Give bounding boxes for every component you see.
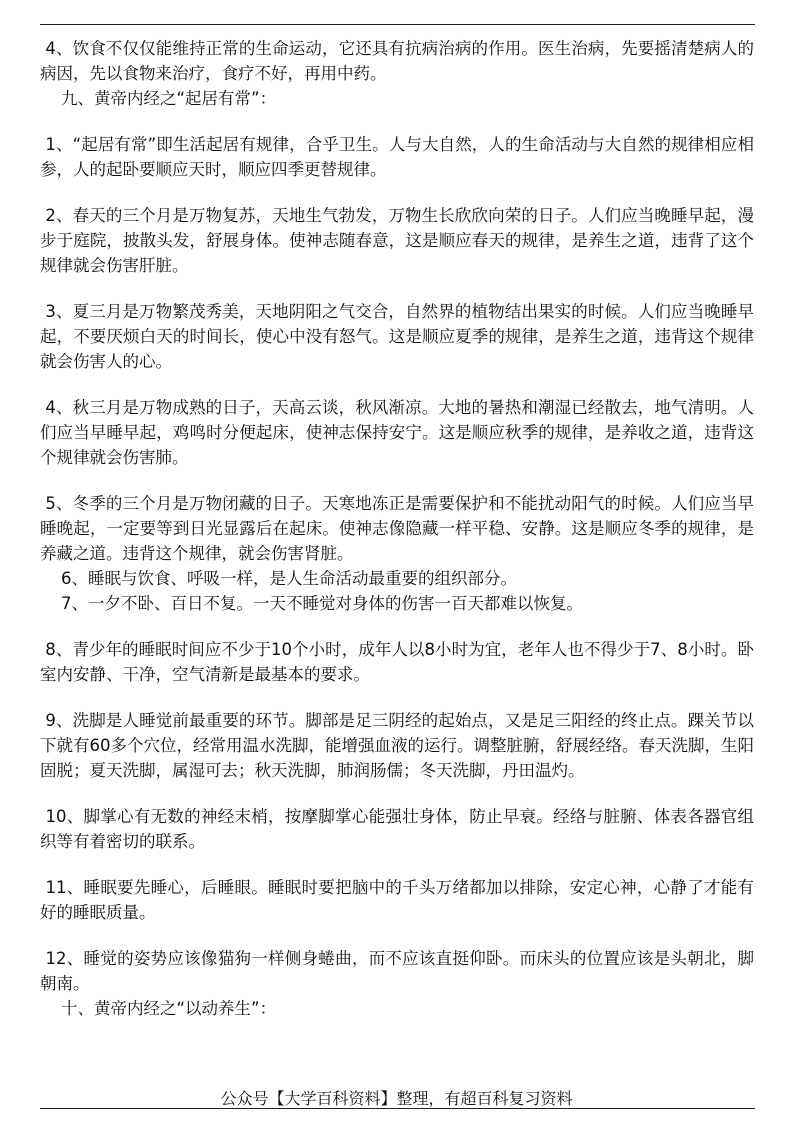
page-footer: 公众号【大学百科资料】整理，有超百科复习资料 <box>220 1089 573 1108</box>
paragraph: 12、睡觉的姿势应该像猫狗一样侧身蜷曲，而不应该直挺仰卧。而床头的位置应该是头朝北，脚朝南。 <box>40 949 754 993</box>
section-heading: 九、黄帝内经之“起居有常”： <box>40 89 277 108</box>
paragraph: 4、饮食不仅仅能维持正常的生命运动，它还具有抗病治病的作用。医生治病，先要摇清楚病人的病因，先以食物来治疗，食疗不好，再用中药。 <box>40 39 755 83</box>
paragraph: 11、睡眠要先睡心，后睡眼。睡眠时要把脑中的千头万绪都加以排除，安定心神，心静了才能有好的睡眠质量。 <box>40 878 754 922</box>
paragraph: 8、青少年的睡眠时间应不少于10个小时，成年人以8小时为宜，老年人也不得少于7、8小时。卧室内安静、干净，空气清新是最基本的要求。 <box>40 640 754 684</box>
paragraph: 10、脚掌心有无数的神经末梢，按摩脚掌心能强壮身体，防止早衰。经络与脏腑、体表各器官组织等有着密切的联系。 <box>40 807 754 851</box>
paragraph: 5、冬季的三个月是万物闭藏的日子。天寒地冻正是需要保护和不能扰动阳气的时候。人们应当早睡晚起，一定要等到日光显露后在起床。使神志像隐藏一样平稳、安静。这是顺应冬季的规律，是养藏之道。违背这个规律，就会伤害肾脏。 <box>40 494 755 563</box>
paragraph: 2、春天的三个月是万物复苏，天地生气勃发，万物生长欣欣向荣的日子。人们应当晚睡早起，漫步于庭院，披散头发，舒展身体。使神志随春意，这是顺应春天的规律，是养生之道，违背了这个规律就会伤害肝脏。 <box>40 206 755 275</box>
paragraph: 3、夏三月是万物繁茂秀美，天地阴阳之气交合，自然界的植物结出果实的时候。人们应当晚睡早起，不要厌烦白天的时间长，使心中没有怒气。这是顺应夏季的规律，是养生之道，违背这个规律就会伤害人的心。 <box>40 302 755 371</box>
paragraph: 1、“起居有常”即生活起居有规律，合乎卫生。人与大自然，人的生命活动与大自然的规律相应相参，人的起卧要顺应天时，顺应四季更替规律。 <box>40 135 754 179</box>
document-body <box>40 36 754 1021</box>
paragraph: 4、秋三月是万物成熟的日子，天高云谈，秋风渐凉。大地的暑热和潮湿已经散去，地气清明。人们应当早睡早起，鸡鸣时分便起床，使神志保持安宁。这是顺应秋季的规律，是养收之道，违背这个规律就会伤害肺。 <box>40 398 755 467</box>
header-rule <box>40 24 755 25</box>
paragraph: 7、一夕不卧、百日不复。一天不睡觉对身体的伤害一百天都难以恢复。 <box>40 594 583 613</box>
section-heading: 十、黄帝内经之“以动养生”： <box>40 999 277 1018</box>
paragraph: 6、睡眠与饮食、呼吸一样，是人生命活动最重要的组织部分。 <box>40 569 517 588</box>
paragraph: 9、洗脚是人睡觉前最重要的环节。脚部是足三阴经的起始点，又是足三阳经的终止点。踝关节以下就有60多个穴位，经常用温水洗脚，能增强血液的运行。调整脏腑，舒展经络。春天洗脚，生阳固脱；夏天洗脚，属湿可去；秋天洗脚，肺润肠儒；冬天洗脚，丹田温灼。 <box>40 711 755 780</box>
